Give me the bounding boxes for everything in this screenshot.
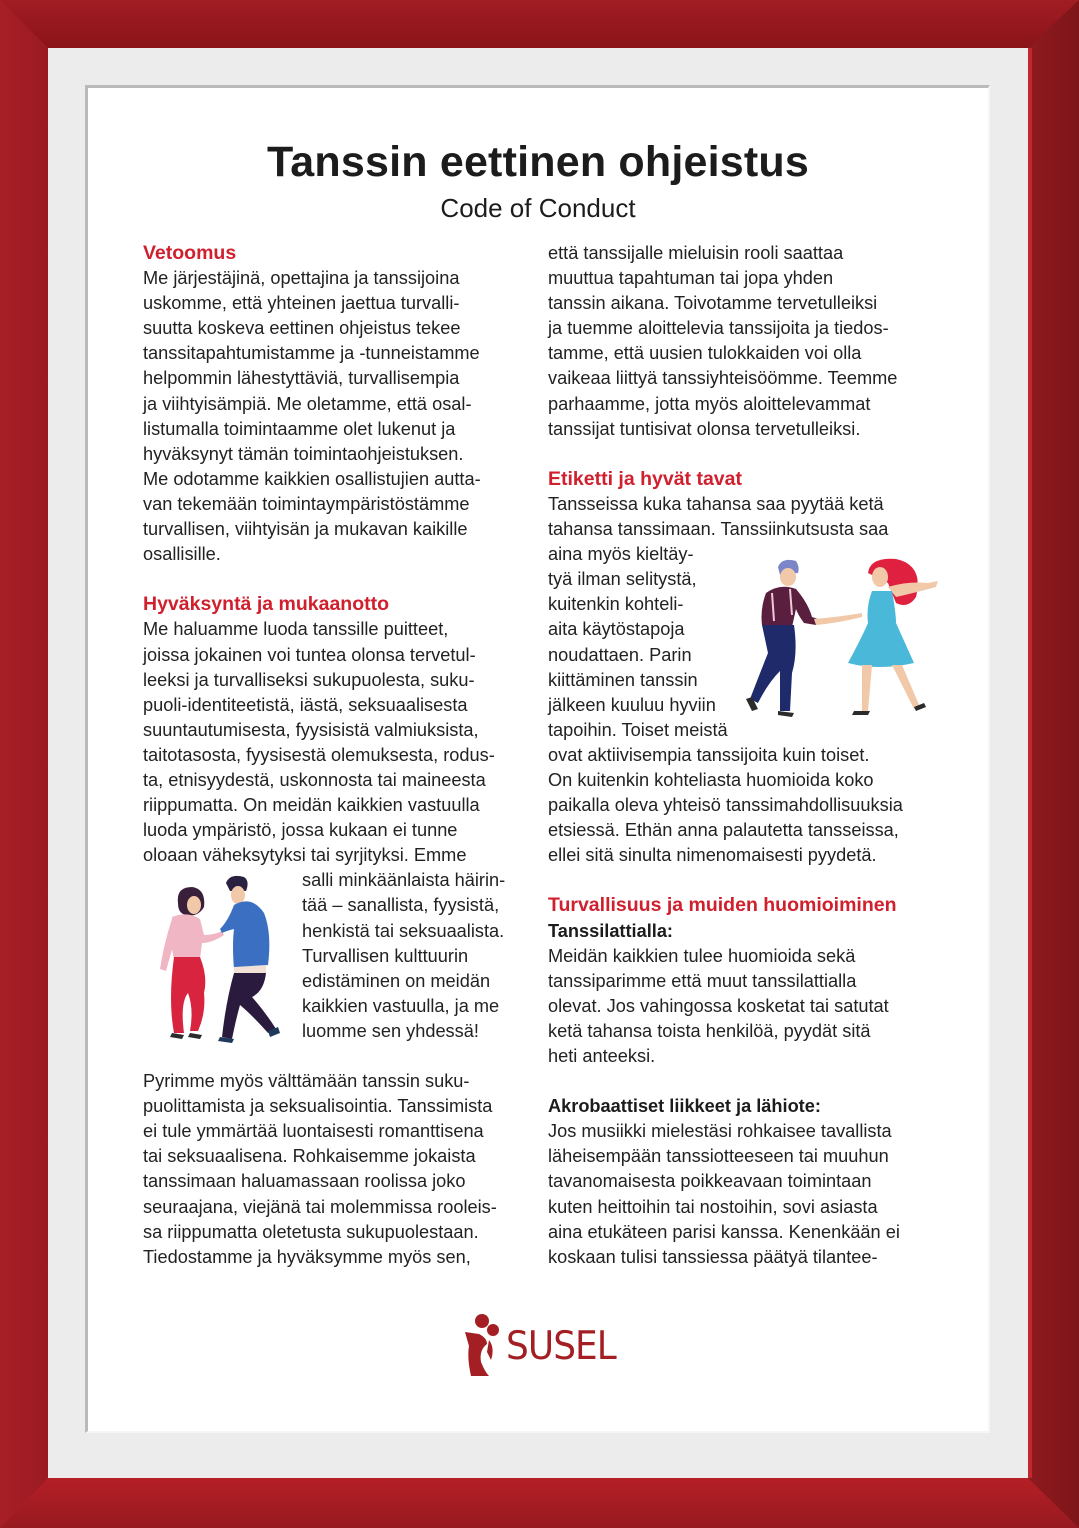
woman-pants bbox=[171, 957, 205, 1033]
text-line: uskomme, että yhteinen jaettua turvalli- bbox=[143, 293, 460, 314]
text-line: aita käytöstapoja bbox=[548, 619, 685, 640]
spacer bbox=[548, 868, 943, 893]
woman-face bbox=[187, 896, 201, 914]
text-line: parhaamme, jotta myös aloittelevammat bbox=[548, 393, 871, 414]
text-line: van tekemään toimintaympäristöstämme bbox=[143, 493, 470, 514]
section-body-tanssilattialla bbox=[548, 944, 943, 1069]
text-line: Meidän kaikkien tulee huomioida sekä bbox=[548, 945, 856, 966]
spacer bbox=[548, 442, 943, 467]
section-heading-hyvaksynta: Hyväksyntä ja mukaanotto bbox=[143, 593, 390, 616]
text-line: suuntautumisesta, fyysisistä valmiuksista, bbox=[143, 719, 479, 740]
spacer bbox=[548, 1069, 943, 1094]
man-pants bbox=[750, 625, 796, 711]
frame-bottom bbox=[0, 1478, 1079, 1528]
text-line: ta, etnisyydestä, uskonnosta tai maineesta bbox=[143, 769, 486, 790]
man-face bbox=[780, 568, 796, 586]
subheading-akrobaattiset: Akrobaattiset liikkeet ja lähiote: bbox=[548, 1096, 821, 1117]
woman-shoe bbox=[188, 1033, 202, 1039]
text-line: noudattaen. Parin bbox=[548, 644, 692, 665]
text-line: ellei sitä sinulta nimenomaisesti pyydetä. bbox=[548, 845, 877, 866]
left-column bbox=[143, 241, 533, 1270]
spacer bbox=[143, 567, 533, 592]
text-line: kaikkien vastuulla, ja me bbox=[302, 995, 500, 1016]
text-line: ja tuemme aloittelevia tanssijoita ja tiedos- bbox=[548, 318, 889, 339]
text-line: heti anteeksi. bbox=[548, 1046, 656, 1066]
text-line: listumalla toimintaamme olet lukenut ja bbox=[143, 418, 456, 439]
text-line: tanssitapahtumistamme ja -tunneistamme bbox=[143, 343, 480, 364]
page-title: Tanssin eettinen ohjeistus bbox=[266, 138, 809, 186]
woman-shoe bbox=[852, 711, 870, 715]
dancing-couple-illustration bbox=[148, 873, 298, 1048]
text-line: tyä ilman selitystä, bbox=[548, 569, 697, 590]
woman-shirt bbox=[171, 914, 224, 959]
frame-top bbox=[0, 0, 1079, 48]
text-line: sa riippumatta oletetusta sukupuolestaan. bbox=[143, 1221, 479, 1242]
text-line: tapoihin. Toiset meistä bbox=[548, 719, 728, 740]
section-heading-turvallisuus: Turvallisuus ja muiden huomioiminen bbox=[548, 894, 897, 917]
text-line: turvallisen, viihtyisän ja mukavan kaikille bbox=[143, 519, 468, 540]
text-line: jälkeen kuuluu hyviin bbox=[548, 694, 716, 715]
text-line: puoli-identiteetistä, iästä, seksuaalisesta bbox=[143, 694, 468, 715]
man-shoe bbox=[778, 711, 794, 717]
section-body-continued bbox=[548, 241, 943, 442]
text-line: Me haluamme luoda tanssille puitteet, bbox=[143, 619, 449, 640]
text-line: suutta koskeva eettinen ohjeistus tekee bbox=[143, 318, 461, 339]
man-hoodie bbox=[220, 901, 269, 969]
text-line: Tiedostamme ja hyväksymme myös sen, bbox=[143, 1246, 471, 1267]
text-line: Me järjestäjinä, opettajina ja tanssijoina bbox=[143, 268, 460, 289]
section-heading-etiketti: Etiketti ja hyvät tavat bbox=[548, 467, 742, 490]
text-line: läheisempään tanssiotteeseen tai muuhun bbox=[548, 1146, 889, 1167]
text-line: tanssijat tuntisivat olonsa tervetulleiksi. bbox=[548, 418, 861, 439]
text-line: hyväksynyt tämän toimintaohjeistuksen. bbox=[143, 443, 464, 464]
text-line: On kuitenkin kohteliasta huomioida koko bbox=[548, 769, 874, 790]
text-line: Pyrimme myös välttämään tanssin suku- bbox=[143, 1071, 470, 1092]
text-line: tää – sanallista, fyysistä, bbox=[302, 895, 500, 916]
text-line: helpommin lähestyttäviä, turvallisempia bbox=[143, 368, 460, 389]
text-line: puolittamista ja seksualisointia. Tanssimista bbox=[143, 1096, 493, 1117]
logo-mark-icon bbox=[461, 1310, 511, 1380]
text-line: aina myös kieltäy- bbox=[548, 544, 694, 565]
text-line: tanssin aikana. Toivotamme tervetulleiksi bbox=[548, 293, 878, 314]
text-line: koskaan tulisi tanssiessa päätyä tilantee- bbox=[548, 1246, 878, 1267]
logo-text: SUSEL bbox=[506, 1324, 616, 1369]
frame-left bbox=[0, 0, 48, 1528]
text-line: Tansseissa kuka tahansa saa pyytää ketä bbox=[548, 493, 884, 514]
text-line: henkistä tai seksuaalista. bbox=[302, 920, 505, 941]
text-line: että tanssijalle mieluisin rooli saattaa bbox=[548, 243, 844, 263]
text-line: paikalla oleva yhteisö tanssimahdollisuuksia bbox=[548, 795, 903, 816]
text-line: ei tule ymmärtää luontaisesti romanttisena bbox=[143, 1121, 484, 1142]
text-line: Jos musiikki mielestäsi rohkaisee tavallista bbox=[548, 1121, 892, 1142]
section-body-vetoomus bbox=[143, 266, 533, 567]
woman-leg bbox=[862, 665, 872, 711]
text-line: ketä tahansa toista henkilöä, pyydät sitä bbox=[548, 1020, 871, 1041]
text-line: tahansa tanssimaan. Tanssiinkutsusta saa bbox=[548, 519, 889, 540]
text-line: vaikeaa liittyä tanssiyhteisöömme. Teemme bbox=[548, 368, 898, 389]
text-line: tamme, että uusien tulokkaiden voi olla bbox=[548, 343, 862, 364]
woman-face bbox=[872, 567, 888, 587]
text-line: ovat aktiivisempia tanssijoita kuin toiset. bbox=[548, 744, 870, 765]
text-line: luoda ympäristö, jossa kukaan ei tunne bbox=[143, 820, 458, 841]
text-line: tavanomaisesta poikkeavaan toimintaan bbox=[548, 1171, 872, 1192]
text-line: tai seksuaalisena. Rohkaisemme jokaista bbox=[143, 1146, 476, 1167]
text-line: Turvallisen kulttuurin bbox=[302, 945, 469, 966]
text-line: taitotasosta, fyysisestä olemuksesta, rodus- bbox=[143, 744, 495, 765]
text-line: osallisille. bbox=[143, 544, 221, 565]
text-line: salli minkäänlaista häirin- bbox=[302, 870, 506, 891]
text-line: ja viihtyisämpiä. Me oletamme, että osal- bbox=[143, 393, 472, 414]
text-line: joissa jokainen voi tuntea olonsa tervetul- bbox=[143, 644, 476, 665]
subheading-tanssilattialla: Tanssilattialla: bbox=[548, 920, 673, 941]
text-line: olevat. Jos vahingossa kosketat tai satutat bbox=[548, 995, 889, 1016]
text-line: riippumatta. On meidän kaikkien vastuulla bbox=[143, 795, 480, 816]
right-column bbox=[548, 241, 943, 1270]
woman-leg bbox=[892, 665, 920, 709]
joined-hands bbox=[814, 613, 862, 625]
text-line: kuitenkin kohteli- bbox=[548, 594, 684, 615]
swing-couple-illustration bbox=[738, 553, 943, 728]
text-line: kuten heittoihin tai nostoihin, sovi asiasta bbox=[548, 1196, 878, 1217]
poster bbox=[88, 88, 988, 1431]
text-line: muuttua tapahtuman tai jopa yhden bbox=[548, 268, 834, 289]
text-line: tanssimaan haluamassaan roolissa joko bbox=[143, 1171, 466, 1192]
text-line: etsiessä. Ethän anna palautetta tansseissa, bbox=[548, 820, 899, 841]
text-line: luomme sen yhdessä! bbox=[302, 1020, 479, 1041]
woman-shoe bbox=[170, 1033, 184, 1039]
section-heading-vetoomus: Vetoomus bbox=[143, 242, 237, 264]
text-line: seuraajana, viejänä tai molemmissa rooleis- bbox=[143, 1196, 497, 1217]
text-line: oloaan väheksytyksi tai syrjityksi. Emme bbox=[143, 845, 467, 866]
frame-right bbox=[1028, 0, 1079, 1528]
page-subtitle: Code of Conduct bbox=[440, 193, 636, 223]
section-body-akrobaattiset bbox=[548, 1119, 943, 1270]
text-line: Me odotamme kaikkien osallistujien autta- bbox=[143, 468, 481, 489]
susel-logo bbox=[461, 1310, 621, 1380]
text-line: kiittäminen tanssin bbox=[548, 669, 698, 690]
man-pants bbox=[222, 973, 276, 1039]
text-line: aina etukäteen parisi kanssa. Kenenkään ei bbox=[548, 1221, 900, 1242]
text-line: leeksi ja turvalliseksi sukupuolesta, suku- bbox=[143, 669, 475, 690]
text-line: tanssiparimme että muut tanssilattialla bbox=[548, 970, 857, 991]
text-line: edistäminen on meidän bbox=[302, 970, 491, 991]
man-face bbox=[231, 886, 245, 904]
